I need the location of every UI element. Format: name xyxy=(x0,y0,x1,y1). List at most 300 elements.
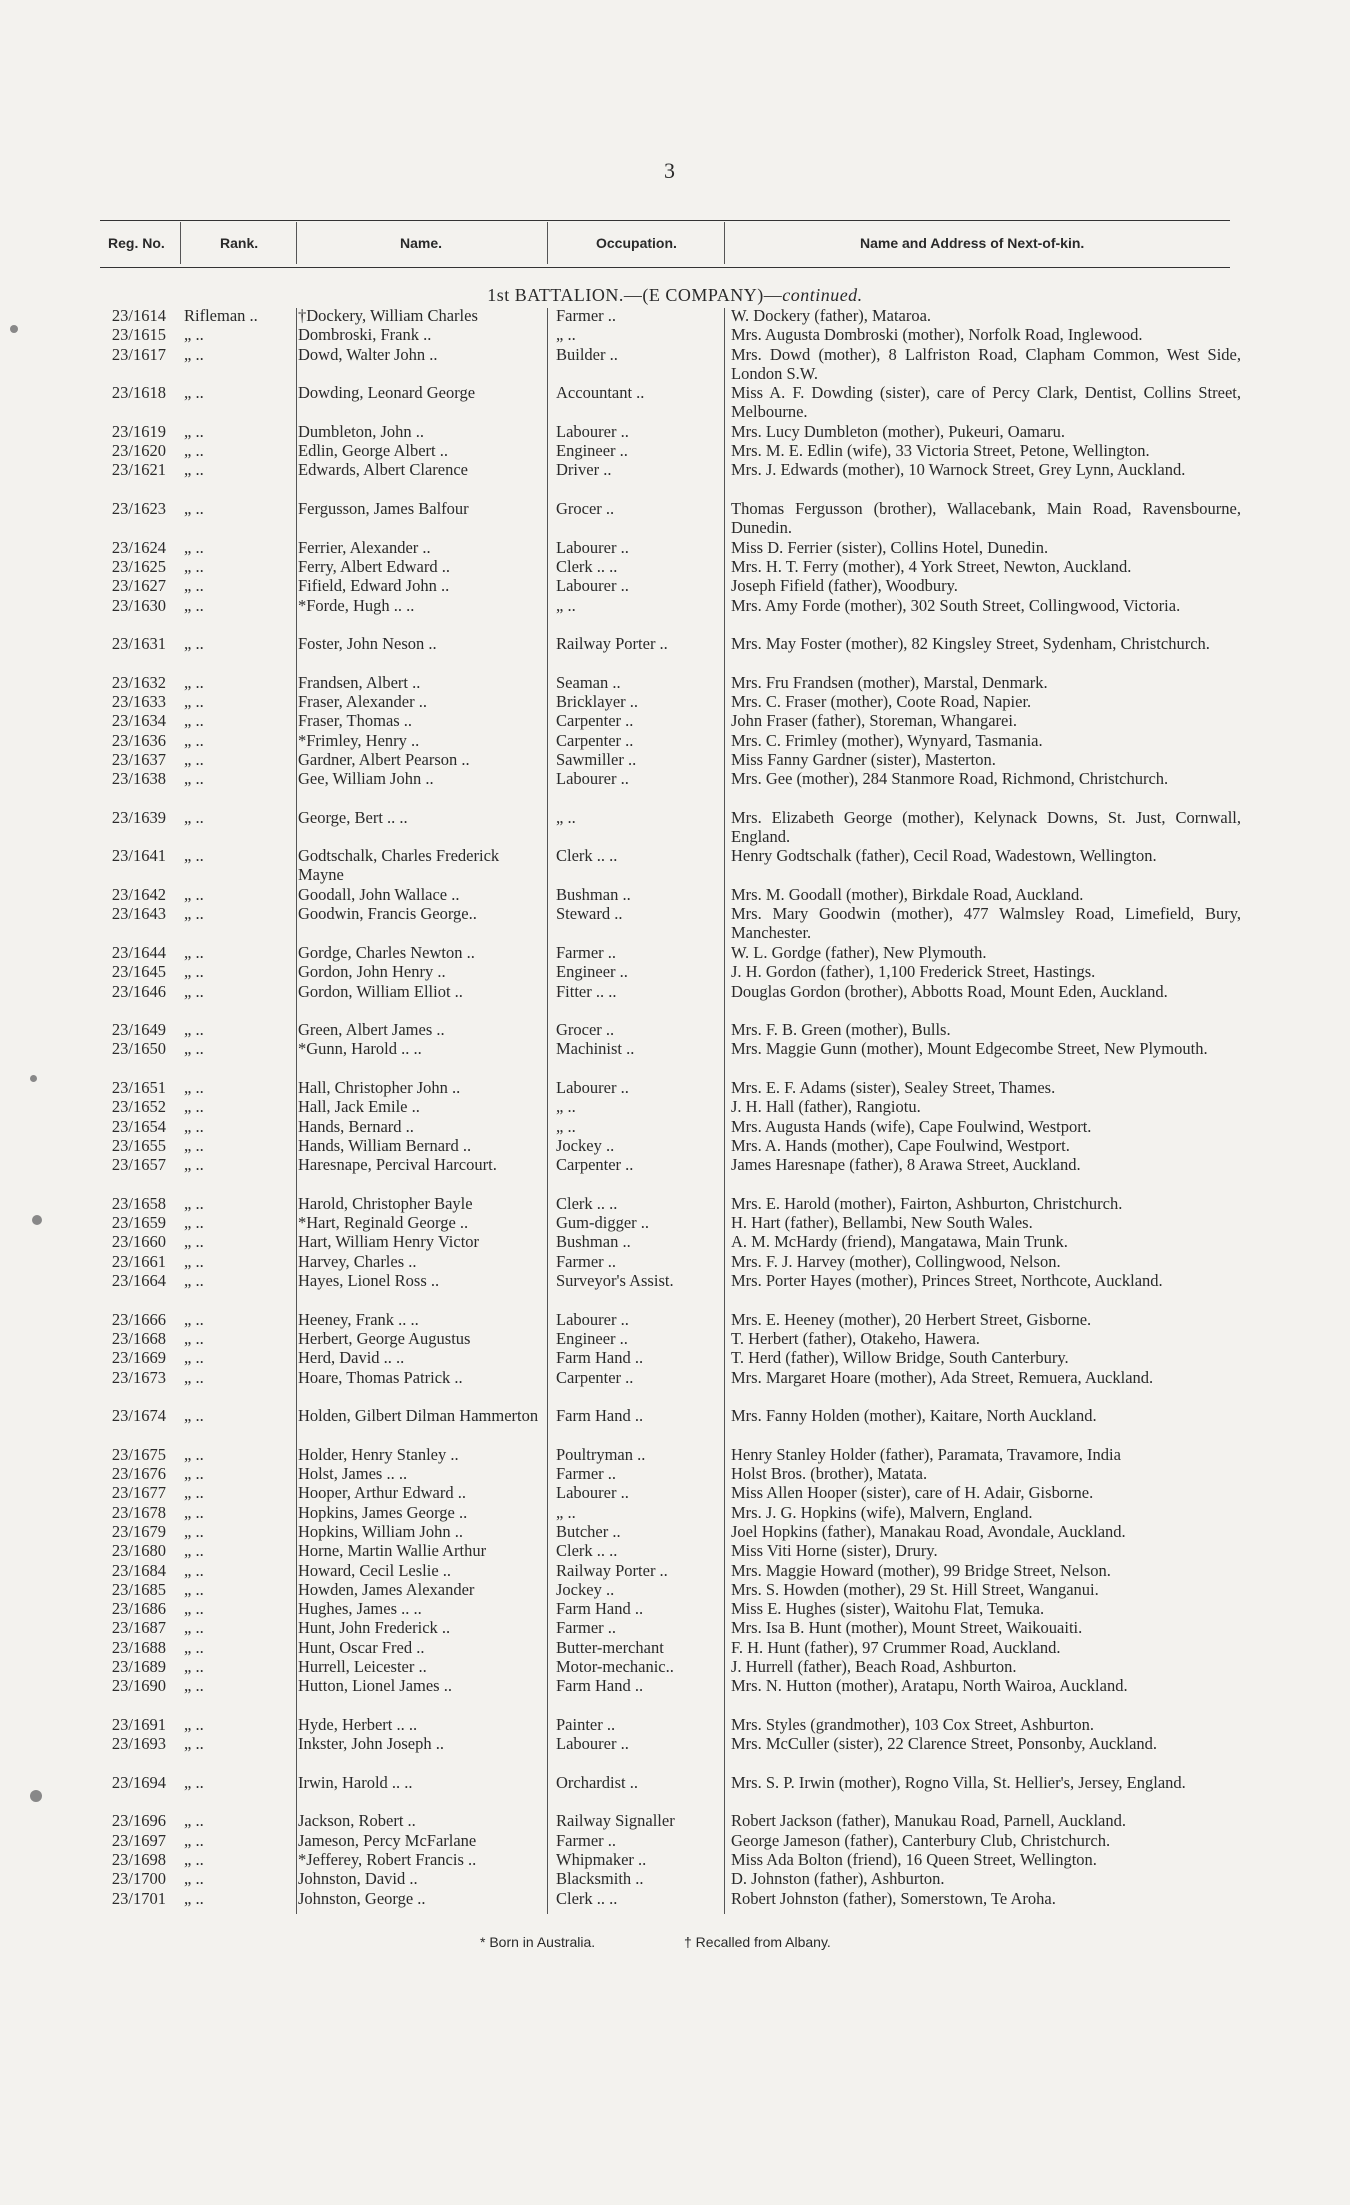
rank-cell: „ .. xyxy=(184,711,204,731)
reg-no-cell: 23/1700 xyxy=(111,1869,166,1889)
page-speck xyxy=(30,1790,42,1802)
occupation-cell: Carpenter .. xyxy=(556,730,634,750)
reg-no-cell: 23/1655 xyxy=(111,1135,166,1155)
name-cell: Hall, Jack Emile .. xyxy=(298,1097,420,1117)
next-of-kin-cell: Mrs. Porter Hayes (mother), Princes Street, Northcote, Auckland. xyxy=(731,1271,1163,1290)
next-of-kin-cell: Joseph Fifield (father), Woodbury. xyxy=(731,576,958,596)
next-of-kin-cell: J. H. Gordon (father), 1,100 Frederick Street, Hastings. xyxy=(731,962,1096,982)
name-cell: Hopkins, James George .. xyxy=(298,1502,468,1522)
occupation-cell: Farm Hand .. xyxy=(556,1348,644,1368)
name-cell: Fraser, Thomas .. xyxy=(298,711,413,731)
name-cell: Hutton, Lionel James .. xyxy=(298,1676,452,1696)
reg-no-cell: 23/1674 xyxy=(111,1406,166,1426)
reg-no-cell: 23/1638 xyxy=(111,769,166,789)
rank-cell: „ .. xyxy=(184,344,204,364)
reg-no-cell: 23/1641 xyxy=(111,846,166,866)
rank-cell: „ .. xyxy=(184,1020,204,1040)
rank-cell: „ .. xyxy=(184,383,204,403)
occupation-cell: Farmer .. xyxy=(556,1830,617,1850)
rank-cell: „ .. xyxy=(184,1135,204,1155)
reg-no-cell: 23/1623 xyxy=(111,499,166,518)
reg-no-cell: 23/1666 xyxy=(111,1309,166,1329)
occupation-cell: Labourer .. xyxy=(556,537,629,557)
name-cell: Holst, James .. .. xyxy=(298,1464,408,1483)
rank-cell: „ .. xyxy=(184,1714,204,1734)
name-cell: *Forde, Hugh .. .. xyxy=(298,595,415,615)
next-of-kin-cell: Miss Allen Hooper (sister), care of H. Adair, Gisborne. xyxy=(731,1483,1094,1503)
occupation-cell: Butcher .. xyxy=(556,1521,621,1541)
rank-cell: Rifleman .. xyxy=(184,306,258,325)
occupation-cell: Labourer .. xyxy=(556,1309,629,1329)
occupation-cell: Farm Hand .. xyxy=(556,1599,644,1619)
rank-cell: „ .. xyxy=(184,421,204,441)
rank-cell: „ .. xyxy=(184,1097,204,1117)
next-of-kin-cell: Mrs. May Foster (mother), 82 Kingsley Street, Sydenham, Christchurch. xyxy=(731,634,1210,654)
name-cell: Hayes, Lionel Ross .. xyxy=(298,1271,440,1290)
name-cell: Johnston, George .. xyxy=(298,1888,426,1908)
rank-cell: „ .. xyxy=(184,499,204,518)
rank-cell: „ .. xyxy=(184,1193,204,1213)
occupation-cell: Blacksmith .. xyxy=(556,1869,644,1889)
next-of-kin-cell: Robert Jackson (father), Manukau Road, Parnell, Auckland. xyxy=(731,1811,1126,1831)
occupation-cell: Machinist .. xyxy=(556,1039,635,1059)
rank-cell: „ .. xyxy=(184,1464,204,1483)
column-divider xyxy=(296,222,297,264)
rank-cell: „ .. xyxy=(184,749,204,769)
page-speck xyxy=(30,1075,37,1082)
next-of-kin-cell: John Fraser (father), Storeman, Whangarei. xyxy=(731,711,1018,731)
name-cell: Holden, Gilbert Dilman Hammerton xyxy=(298,1406,539,1426)
reg-no-cell: 23/1668 xyxy=(111,1328,166,1348)
rank-cell: „ .. xyxy=(184,846,204,866)
reg-no-cell: 23/1643 xyxy=(111,904,166,924)
occupation-cell: Driver .. xyxy=(556,460,612,480)
occupation-cell: Bushman .. xyxy=(556,885,631,904)
occupation-cell: Clerk .. .. xyxy=(556,1193,618,1213)
name-cell: Herbert, George Augustus xyxy=(298,1328,471,1348)
next-of-kin-cell: Miss D. Ferrier (sister), Collins Hotel, Dunedin. xyxy=(731,537,1049,557)
reg-no-cell: 23/1618 xyxy=(111,383,166,403)
reg-no-cell: 23/1615 xyxy=(111,325,166,345)
name-cell: †Dockery, William Charles xyxy=(298,306,478,325)
name-cell: *Gunn, Harold .. .. xyxy=(298,1039,422,1059)
occupation-cell: Poultryman .. xyxy=(556,1444,646,1464)
occupation-cell: Butter-merchant xyxy=(556,1637,664,1657)
reg-no-cell: 23/1654 xyxy=(111,1116,166,1136)
next-of-kin-cell: Mrs. Amy Forde (mother), 302 South Street, Collingwood, Victoria. xyxy=(731,595,1181,615)
name-cell: Hughes, James .. .. xyxy=(298,1599,422,1619)
rank-cell: „ .. xyxy=(184,1830,204,1850)
reg-no-cell: 23/1684 xyxy=(111,1560,166,1580)
reg-no-cell: 23/1620 xyxy=(111,441,166,461)
name-cell: Howden, James Alexander xyxy=(298,1579,475,1599)
occupation-cell: Clerk .. .. xyxy=(556,1541,618,1561)
next-of-kin-cell: Mrs. Isa B. Hunt (mother), Mount Street, Waikouaiti. xyxy=(731,1618,1083,1638)
next-of-kin-cell: H. Hart (father), Bellambi, New South Wales. xyxy=(731,1213,1033,1233)
reg-no-cell: 23/1642 xyxy=(111,885,166,904)
occupation-cell: Carpenter .. xyxy=(556,1367,634,1387)
rank-cell: „ .. xyxy=(184,1618,204,1638)
rank-cell: „ .. xyxy=(184,1734,204,1754)
rank-cell: „ .. xyxy=(184,692,204,711)
reg-no-cell: 23/1673 xyxy=(111,1367,166,1387)
next-of-kin-cell: Holst Bros. (brother), Matata. xyxy=(731,1464,928,1483)
rank-cell: „ .. xyxy=(184,1213,204,1233)
column-divider xyxy=(296,308,297,1914)
rank-cell: „ .. xyxy=(184,1444,204,1464)
reg-no-cell: 23/1696 xyxy=(111,1811,166,1831)
rank-cell: „ .. xyxy=(184,325,204,345)
occupation-cell: Accountant .. xyxy=(556,383,645,403)
occupation-cell: Carpenter .. xyxy=(556,1155,634,1175)
rank-cell: „ .. xyxy=(184,1869,204,1889)
rank-cell: „ .. xyxy=(184,672,204,692)
reg-no-cell: 23/1630 xyxy=(111,595,166,615)
rank-cell: „ .. xyxy=(184,576,204,596)
occupation-cell: Labourer .. xyxy=(556,576,629,596)
rank-cell: „ .. xyxy=(184,1155,204,1175)
footnote-recalled-albany: † Recalled from Albany. xyxy=(684,1934,831,1950)
reg-no-cell: 23/1691 xyxy=(111,1714,166,1734)
occupation-cell: Orchardist .. xyxy=(556,1772,639,1792)
rank-cell: „ .. xyxy=(184,1560,204,1580)
header-name: Name. xyxy=(400,235,443,251)
rank-cell: „ .. xyxy=(184,1772,204,1792)
name-cell: Fraser, Alexander .. xyxy=(298,692,428,711)
reg-no-cell: 23/1658 xyxy=(111,1193,166,1213)
name-cell: Hurrell, Leicester .. xyxy=(298,1657,427,1676)
next-of-kin-cell: Henry Godtschalk (father), Cecil Road, Wadestown, Wellington. xyxy=(731,846,1157,866)
rank-cell: „ .. xyxy=(184,1251,204,1271)
next-of-kin-cell: Mrs. Augusta Dombroski (mother), Norfolk Road, Inglewood. xyxy=(731,325,1143,345)
next-of-kin-cell: James Haresnape (father), 8 Arawa Street, Auckland. xyxy=(731,1155,1081,1175)
name-cell: Holder, Henry Stanley .. xyxy=(298,1444,459,1464)
occupation-cell: Farmer .. xyxy=(556,1464,617,1483)
reg-no-cell: 23/1701 xyxy=(111,1888,166,1908)
name-cell: Gordon, John Henry .. xyxy=(298,962,446,982)
occupation-cell: „ .. xyxy=(556,807,576,827)
next-of-kin-cell: T. Herd (father), Willow Bridge, South Canterbury. xyxy=(731,1348,1069,1368)
next-of-kin-cell: Mrs. E. Harold (mother), Fairton, Ashburton, Christchurch. xyxy=(731,1193,1123,1213)
next-of-kin-cell: Henry Stanley Holder (father), Paramata, Travamore, India xyxy=(731,1444,1121,1464)
reg-no-cell: 23/1649 xyxy=(111,1020,166,1040)
next-of-kin-cell: Douglas Gordon (brother), Abbotts Road, Mount Eden, Auckland. xyxy=(731,981,1168,1001)
reg-no-cell: 23/1657 xyxy=(111,1155,166,1175)
reg-no-cell: 23/1661 xyxy=(111,1251,166,1271)
next-of-kin-cell: Miss Viti Horne (sister), Drury. xyxy=(731,1541,938,1561)
name-cell: Irwin, Harold .. .. xyxy=(298,1772,413,1792)
reg-no-cell: 23/1694 xyxy=(111,1772,166,1792)
rank-cell: „ .. xyxy=(184,1406,204,1426)
occupation-cell: Steward .. xyxy=(556,904,623,924)
rank-cell: „ .. xyxy=(184,1521,204,1541)
name-cell: Hyde, Herbert .. .. xyxy=(298,1714,418,1734)
next-of-kin-cell: Mrs. Fanny Holden (mother), Kaitare, North Auckland. xyxy=(731,1406,1097,1426)
occupation-cell: Clerk .. .. xyxy=(556,846,618,866)
rank-cell: „ .. xyxy=(184,1271,204,1290)
reg-no-cell: 23/1650 xyxy=(111,1039,166,1059)
name-cell: Dowding, Leonard George xyxy=(298,383,476,403)
occupation-cell: Engineer .. xyxy=(556,441,628,461)
section-title-text: 1st BATTALION.—(E COMPANY)— xyxy=(487,285,783,305)
next-of-kin-cell: F. H. Hunt (father), 97 Crummer Road, Auckland. xyxy=(731,1637,1061,1657)
page-speck xyxy=(10,325,18,333)
reg-no-cell: 23/1680 xyxy=(111,1541,166,1561)
reg-no-cell: 23/1698 xyxy=(111,1850,166,1869)
name-cell: Hunt, John Frederick .. xyxy=(298,1618,451,1638)
next-of-kin-cell: Mrs. Maggie Howard (mother), 99 Bridge Street, Nelson. xyxy=(731,1560,1111,1580)
reg-no-cell: 23/1651 xyxy=(111,1078,166,1097)
occupation-cell: Labourer .. xyxy=(556,1483,629,1503)
next-of-kin-cell: Mrs. J. G. Hopkins (wife), Malvern, England. xyxy=(731,1502,1033,1522)
occupation-cell: Motor-mechanic.. xyxy=(556,1657,674,1676)
reg-no-cell: 23/1646 xyxy=(111,981,166,1001)
next-of-kin-cell: Mrs. S. P. Irwin (mother), Rogno Villa, St. Hellier's, Jersey, England. xyxy=(731,1772,1186,1792)
table-header xyxy=(100,220,1230,268)
next-of-kin-cell: Mrs. Elizabeth George (mother), Kelynack Downs, St. Just, Cornwall, England. xyxy=(731,807,1241,846)
header-occupation: Occupation. xyxy=(596,235,677,251)
reg-no-cell: 23/1669 xyxy=(111,1348,166,1368)
occupation-cell: Builder .. xyxy=(556,344,618,364)
reg-no-cell: 23/1697 xyxy=(111,1830,166,1850)
reg-no-cell: 23/1637 xyxy=(111,749,166,769)
occupation-cell: Railway Porter .. xyxy=(556,1560,668,1580)
reg-no-cell: 23/1621 xyxy=(111,460,166,480)
reg-no-cell: 23/1690 xyxy=(111,1676,166,1696)
occupation-cell: Railway Porter .. xyxy=(556,634,668,654)
next-of-kin-cell: Robert Johnston (father), Somerstown, Te Aroha. xyxy=(731,1888,1056,1908)
rank-cell: „ .. xyxy=(184,1657,204,1676)
reg-no-cell: 23/1631 xyxy=(111,634,166,654)
reg-no-cell: 23/1659 xyxy=(111,1213,166,1233)
rank-cell: „ .. xyxy=(184,1888,204,1908)
rank-cell: „ .. xyxy=(184,634,204,654)
name-cell: Jackson, Robert .. xyxy=(298,1811,416,1831)
reg-no-cell: 23/1689 xyxy=(111,1657,166,1676)
occupation-cell: Farmer .. xyxy=(556,942,617,962)
rank-cell: „ .. xyxy=(184,1811,204,1831)
rank-cell: „ .. xyxy=(184,1599,204,1619)
name-cell: Hunt, Oscar Fred .. xyxy=(298,1637,425,1657)
rank-cell: „ .. xyxy=(184,1309,204,1329)
name-cell: Dombroski, Frank .. xyxy=(298,325,432,345)
reg-no-cell: 23/1632 xyxy=(111,672,166,692)
occupation-cell: Carpenter .. xyxy=(556,711,634,731)
rank-cell: „ .. xyxy=(184,1579,204,1599)
reg-no-cell: 23/1614 xyxy=(111,306,166,325)
reg-no-cell: 23/1624 xyxy=(111,537,166,557)
reg-no-cell: 23/1625 xyxy=(111,556,166,576)
next-of-kin-cell: Miss Ada Bolton (friend), 16 Queen Street, Wellington. xyxy=(731,1850,1097,1869)
rank-cell: „ .. xyxy=(184,769,204,789)
occupation-cell: Jockey .. xyxy=(556,1135,615,1155)
occupation-cell: Labourer .. xyxy=(556,769,629,789)
occupation-cell: „ .. xyxy=(556,1116,576,1136)
occupation-cell: Labourer .. xyxy=(556,1078,629,1097)
next-of-kin-cell: A. M. McHardy (friend), Mangatawa, Main Trunk. xyxy=(731,1232,1068,1252)
occupation-cell: Gum-digger .. xyxy=(556,1213,650,1233)
next-of-kin-cell: J. Hurrell (father), Beach Road, Ashburton. xyxy=(731,1657,1017,1676)
rank-cell: „ .. xyxy=(184,595,204,615)
name-cell: Gordge, Charles Newton .. xyxy=(298,942,475,962)
occupation-cell: Bricklayer .. xyxy=(556,692,639,711)
rank-cell: „ .. xyxy=(184,1116,204,1136)
occupation-cell: Grocer .. xyxy=(556,499,615,518)
next-of-kin-cell: George Jameson (father), Canterbury Club, Christchurch. xyxy=(731,1830,1111,1850)
next-of-kin-cell: Mrs. Gee (mother), 284 Stanmore Road, Richmond, Christchurch. xyxy=(731,769,1169,789)
next-of-kin-cell: Miss Fanny Gardner (sister), Masterton. xyxy=(731,749,996,769)
column-divider xyxy=(724,308,725,1914)
occupation-cell: Clerk .. .. xyxy=(556,1888,618,1908)
next-of-kin-cell: Mrs. Mary Goodwin (mother), 477 Walmsley Road, Limefield, Bury, Manchester. xyxy=(731,904,1241,943)
name-cell: Hooper, Arthur Edward .. xyxy=(298,1483,466,1503)
next-of-kin-cell: Mrs. S. Howden (mother), 29 St. Hill Street, Wanganui. xyxy=(731,1579,1099,1599)
reg-no-cell: 23/1679 xyxy=(111,1521,166,1541)
reg-no-cell: 23/1685 xyxy=(111,1579,166,1599)
next-of-kin-cell: Mrs. F. J. Harvey (mother), Collingwood, Nelson. xyxy=(731,1251,1061,1271)
rank-cell: „ .. xyxy=(184,1348,204,1368)
name-cell: Hart, William Henry Victor xyxy=(298,1232,480,1252)
reg-no-cell: 23/1636 xyxy=(111,730,166,750)
name-cell: Dowd, Walter John .. xyxy=(298,344,438,364)
reg-no-cell: 23/1677 xyxy=(111,1483,166,1503)
rank-cell: „ .. xyxy=(184,537,204,557)
rank-cell: „ .. xyxy=(184,1232,204,1252)
name-cell: Hopkins, William John .. xyxy=(298,1521,463,1541)
occupation-cell: Fitter .. .. xyxy=(556,981,617,1001)
header-next-of-kin: Name and Address of Next-of-kin. xyxy=(860,235,1085,251)
next-of-kin-cell: J. H. Hall (father), Rangiotu. xyxy=(731,1097,921,1117)
rank-cell: „ .. xyxy=(184,1502,204,1522)
reg-no-cell: 23/1619 xyxy=(111,421,166,441)
next-of-kin-cell: Mrs. C. Fraser (mother), Coote Road, Napier. xyxy=(731,692,1032,711)
occupation-cell: Painter .. xyxy=(556,1714,616,1734)
occupation-cell: Farmer .. xyxy=(556,1251,617,1271)
occupation-cell: „ .. xyxy=(556,595,576,615)
occupation-cell: Clerk .. .. xyxy=(556,556,618,576)
reg-no-cell: 23/1644 xyxy=(111,942,166,962)
name-cell: Goodall, John Wallace .. xyxy=(298,885,460,904)
rank-cell: „ .. xyxy=(184,1328,204,1348)
header-rank: Rank. xyxy=(220,235,259,251)
rank-cell: „ .. xyxy=(184,1039,204,1059)
rank-cell: „ .. xyxy=(184,556,204,576)
rank-cell: „ .. xyxy=(184,460,204,480)
footnote-born-australia: * Born in Australia. xyxy=(480,1934,596,1950)
occupation-cell: Labourer .. xyxy=(556,1734,629,1754)
next-of-kin-cell: Mrs. Dowd (mother), 8 Lalfriston Road, Clapham Common, West Side, London S.W. xyxy=(731,344,1241,383)
reg-no-cell: 23/1639 xyxy=(111,807,166,827)
occupation-cell: „ .. xyxy=(556,1097,576,1117)
name-cell: Edwards, Albert Clarence xyxy=(298,460,468,480)
occupation-cell: Engineer .. xyxy=(556,962,628,982)
rank-cell: „ .. xyxy=(184,730,204,750)
reg-no-cell: 23/1675 xyxy=(111,1444,166,1464)
name-cell: Harvey, Charles .. xyxy=(298,1251,417,1271)
rank-cell: „ .. xyxy=(184,1676,204,1696)
occupation-cell: Whipmaker .. xyxy=(556,1850,647,1869)
next-of-kin-cell: Mrs. M. Goodall (mother), Birkdale Road, Auckland. xyxy=(731,885,1084,904)
occupation-cell: Engineer .. xyxy=(556,1328,628,1348)
rank-cell: „ .. xyxy=(184,1483,204,1503)
next-of-kin-cell: Mrs. N. Hutton (mother), Aratapu, North Wairoa, Auckland. xyxy=(731,1676,1128,1696)
rank-cell: „ .. xyxy=(184,981,204,1001)
next-of-kin-cell: T. Herbert (father), Otakeho, Hawera. xyxy=(731,1328,980,1348)
next-of-kin-cell: Mrs. Lucy Dumbleton (mother), Pukeuri, Oamaru. xyxy=(731,421,1066,441)
name-cell: Hoare, Thomas Patrick .. xyxy=(298,1367,463,1387)
column-divider xyxy=(547,222,548,264)
name-cell: Inkster, John Joseph .. xyxy=(298,1734,444,1754)
name-cell: *Hart, Reginald George .. xyxy=(298,1213,469,1233)
rank-cell: „ .. xyxy=(184,942,204,962)
rank-cell: „ .. xyxy=(184,1637,204,1657)
name-cell: George, Bert .. .. xyxy=(298,807,408,827)
occupation-cell: Farmer .. xyxy=(556,1618,617,1638)
name-cell: Ferrier, Alexander .. xyxy=(298,537,431,557)
next-of-kin-cell: Miss A. F. Dowding (sister), care of Percy Clark, Dentist, Collins Street, Melbourne. xyxy=(731,383,1241,422)
section-title xyxy=(0,285,1350,306)
name-cell: Gee, William John .. xyxy=(298,769,434,789)
next-of-kin-cell: Mrs. Styles (grandmother), 103 Cox Street, Ashburton. xyxy=(731,1714,1094,1734)
name-cell: Green, Albert James .. xyxy=(298,1020,445,1040)
next-of-kin-cell: Mrs. Margaret Hoare (mother), Ada Street, Remuera, Auckland. xyxy=(731,1367,1154,1387)
column-divider xyxy=(724,222,725,264)
reg-no-cell: 23/1686 xyxy=(111,1599,166,1619)
name-cell: Gordon, William Elliot .. xyxy=(298,981,463,1001)
column-divider xyxy=(547,308,548,1914)
rank-cell: „ .. xyxy=(184,441,204,461)
reg-no-cell: 23/1688 xyxy=(111,1637,166,1657)
occupation-cell: „ .. xyxy=(556,1502,576,1522)
rank-cell: „ .. xyxy=(184,1078,204,1097)
name-cell: Foster, John Neson .. xyxy=(298,634,437,654)
reg-no-cell: 23/1645 xyxy=(111,962,166,982)
occupation-cell: Jockey .. xyxy=(556,1579,615,1599)
header-reg-no: Reg. No. xyxy=(108,235,165,251)
occupation-cell: Labourer .. xyxy=(556,421,629,441)
name-cell: Dumbleton, John .. xyxy=(298,421,425,441)
next-of-kin-cell: Mrs. Augusta Hands (wife), Cape Foulwind, Westport. xyxy=(731,1116,1092,1136)
reg-no-cell: 23/1687 xyxy=(111,1618,166,1638)
name-cell: Heeney, Frank .. .. xyxy=(298,1309,419,1329)
next-of-kin-cell: Mrs. E. F. Adams (sister), Sealey Street, Thames. xyxy=(731,1078,1056,1097)
page-number: 3 xyxy=(664,158,675,183)
next-of-kin-cell: W. L. Gordge (father), New Plymouth. xyxy=(731,942,987,962)
name-cell: Horne, Martin Wallie Arthur xyxy=(298,1541,487,1561)
reg-no-cell: 23/1627 xyxy=(111,576,166,596)
name-cell: Hall, Christopher John .. xyxy=(298,1078,461,1097)
next-of-kin-cell: Mrs. F. B. Green (mother), Bulls. xyxy=(731,1020,951,1040)
next-of-kin-cell: Mrs. M. E. Edlin (wife), 33 Victoria Street, Petone, Wellington. xyxy=(731,441,1150,461)
name-cell: Edlin, George Albert .. xyxy=(298,441,448,461)
page-speck xyxy=(32,1215,42,1225)
occupation-cell: Farm Hand .. xyxy=(556,1676,644,1696)
next-of-kin-cell: Thomas Fergusson (brother), Wallacebank, Main Road, Ravensbourne, Dunedin. xyxy=(731,499,1241,537)
name-cell: *Frimley, Henry .. xyxy=(298,730,420,750)
reg-no-cell: 23/1660 xyxy=(111,1232,166,1252)
rank-cell: „ .. xyxy=(184,1850,204,1869)
occupation-cell: Seaman .. xyxy=(556,672,621,692)
rank-cell: „ .. xyxy=(184,1367,204,1387)
name-cell: Johnston, David .. xyxy=(298,1869,418,1889)
reg-no-cell: 23/1693 xyxy=(111,1734,166,1754)
next-of-kin-cell: Mrs. J. Edwards (mother), 10 Warnock Street, Grey Lynn, Auckland. xyxy=(731,460,1186,480)
name-cell: Hands, William Bernard .. xyxy=(298,1135,472,1155)
occupation-cell: Farm Hand .. xyxy=(556,1406,644,1426)
occupation-cell: Surveyor's Assist. xyxy=(556,1271,674,1290)
name-cell: Ferry, Albert Edward .. xyxy=(298,556,450,576)
name-cell: Fifield, Edward John .. xyxy=(298,576,450,596)
